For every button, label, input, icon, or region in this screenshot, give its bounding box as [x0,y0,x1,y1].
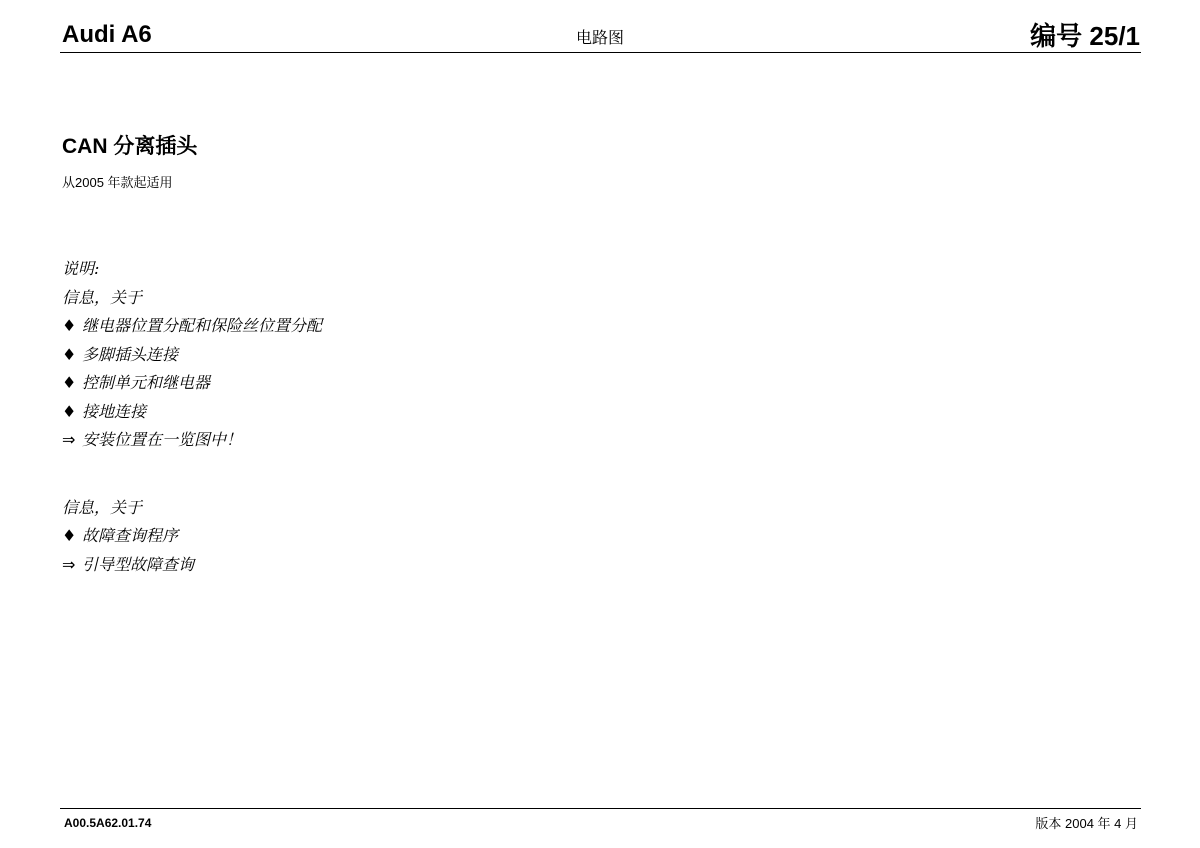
page-title: CAN 分离插头 [62,135,198,158]
list-item [62,344,322,373]
list-item-text: 故障查询程序 [82,526,179,545]
model-title: Audi A6 [62,21,152,48]
version-date: 版本 2004 年 4 月 [1035,816,1138,831]
document-type-label: 电路图 [575,30,624,47]
header-divider [60,52,1141,53]
document-code: A00.5A62.01.74 [64,816,152,830]
reference-line [62,429,322,458]
page-subtitle: 从2005 年款起适用 [62,175,173,190]
double-arrow-icon: ⇒ [62,430,76,449]
notes-section [62,258,322,582]
footer-divider [60,808,1141,809]
reference-text: 安装位置在一览图中！ [82,430,243,449]
list-item-text: 继电器位置分配和保险丝位置分配 [82,316,323,335]
notes-heading: 说明: [62,259,100,278]
list-item-text: 控制单元和继电器 [82,373,211,392]
list-item [62,372,322,401]
list-item-text: 多脚插头连接 [82,344,179,364]
list-item-text: 接地连接 [82,401,147,421]
reference-text: 引导型故障查询 [82,554,195,574]
double-arrow-icon: ⇒ [62,554,76,574]
diamond-bullet-icon: ♦ [62,344,77,364]
reference-line [62,554,322,583]
diamond-bullet-icon: ♦ [62,316,77,335]
list-item [62,525,322,554]
info-intro: 信息，关于 [62,287,143,307]
diamond-bullet-icon: ♦ [62,526,77,545]
list-item [62,315,322,344]
diamond-bullet-icon: ♦ [62,401,77,421]
page-number: 编号 25/1 [1030,21,1140,51]
list-item [62,401,322,430]
info-intro: 信息，关于 [62,497,143,517]
diamond-bullet-icon: ♦ [62,373,77,392]
